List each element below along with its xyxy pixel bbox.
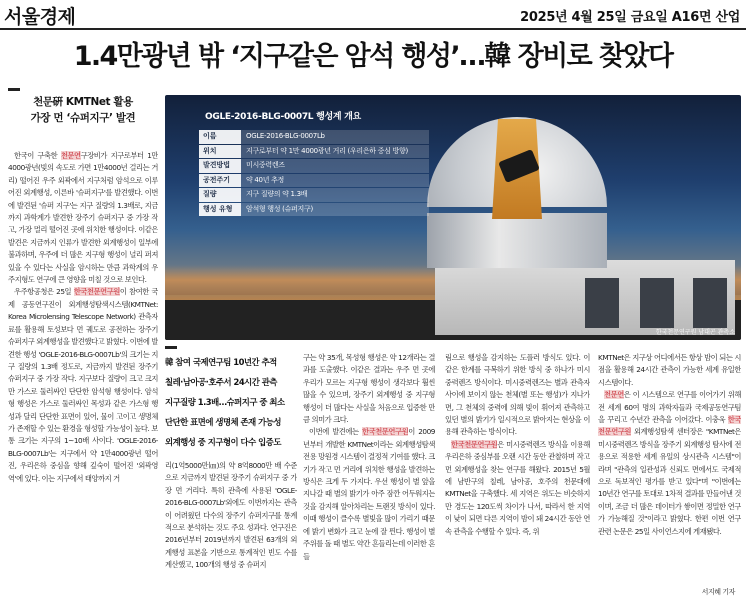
deck-line: 칠레·남아공·호주서 24시간 관측 — [165, 377, 277, 387]
text-run: 이번에 발견에는 — [309, 427, 363, 437]
planet-info-box — [199, 109, 429, 217]
highlighted-term: 한국천문연구원 — [73, 287, 120, 297]
paragraph — [445, 439, 590, 538]
building-door — [640, 278, 674, 328]
text-run: 구장비가 지구로부터 1만4000광년(빛의 속도로 가면 1만4000년 걸리는 거리) 떨어진 우주 외곽에서 지구처럼 암석으로 이루어진 외계행성, 이른바 '슈퍼지구'를 발견했다. 이번에 발견된 '슈퍼 지구'는 지구 질량의 1.3배로, 지금까지 과학계가 발견한 장주기 슈퍼지구 중 가장 작고, 가장 멀리 떨어진 곳에 위치한 행성이다. 이같은 발견은 지금까지 인류가 발견한 외계행성이 일부에 불과하며, 우주에 더 많은 지구형 행성이 널리 퍼져 있을 수 있다는 사실을 암시하는 만큼 과학계의 우주지형도 연구에 큰 영향을 미칠 것으로 보인다. — [8, 151, 158, 285]
subheadline-line-1: 천문硏 KMTNet 활용 — [33, 96, 133, 108]
info-row — [199, 159, 429, 173]
highlighted-term: 천문연 — [60, 151, 81, 160]
text-run: 은 이 시스템으로 연구를 이어가기 위해 전 세계 60여 명의 과학자들과 국제공동연구팀을 꾸리고 수년간 관측을 이어갔다. 이충욱 — [598, 390, 741, 425]
text-run: 은 미시중력렌즈 방식을 이용해 우리은하 중심부를 오랜 시간 동안 관찰하며 작고 먼 외계행성을 찾는 연구를 해왔다. 2015년 5월에 남반구의 칠레, 남아공, 호주의 천문대에 KMTNet을 구축했다. 세 지역은 위도는 비슷하지만 경도는 120도씩 차이가 나서, 따라서 한 지역이 낮이 되면 다른 지역이 밤이 돼 24시간 동안 연속 관측을 수행할 수 있다. 즉, 위 — [445, 439, 590, 536]
text-run: 외계행성탐색 센터장은 "KMTNet은 미시중력렌즈 방식을 장주기 외계행성 탐사에 전용으로 적용한 세계 유일의 상시관측 시스템"이라며 "관측의 일관성과 신뢰도 면에서도 국제적으로 독보적인 평가를 받고 있다"며 "이번에는 10년간 연구를 토대로 1차적 결과를 만들어낸 것이며, 조금 더 많은 데이터가 쌓이면 정밀한 연구가 가능해질 것"이라고 밝혔다. 한편 이번 연구 관련 논문은 25일 사이언스지에 게재됐다. — [598, 427, 741, 536]
info-value: 지구로부터 약 1만 4000광년 거리 (우리은하 중심 방향) — [241, 145, 429, 159]
highlighted-term: 한국천문연구원 — [451, 439, 498, 449]
building-door — [585, 278, 619, 328]
text-run: 이 참여한 국제 공동연구진이 외계행성탐색시스템(KMTNet: Korea Microlensing Telescope Network) 관측자료를 활용해 토성보다 먼 궤도로 공전하는 장주기 슈퍼지구 외계행성을 발견했다고 밝혔다. 이번에 발견한 행성 'OGLE-2016-BLG-0007Lb'의 크기는 지구 질량의 1.3배 정도로, 지금까지 발견된 장주기 슈퍼지구 중 가장 작다. 지구보다 질량이 크고 크지만 가스로 둘러싸인 단단한 암석형 행성이다. 암석형 행성은 가스로 둘러싸인 목성과 같은 가스형 행성과 달리 단단한 표면이 있어, 물이 고이고 생명체가 존재할 수 있는 환경을 형성할 가능성이 높다. 보통 크기는 지구의 1~10배 사이다. 'OGLE-2016-BLG-0007Lb'는 지구에서 약 1만4000광년 떨어진, 우리은하 중심을 향해 깊숙이 떨어진 '외곽영역'에 있다. 이는 지구에서 태양까지 거 — [8, 287, 158, 483]
info-key: 행성 유형 — [199, 203, 241, 217]
headline: 1.4만광년 밖 ‘지구같은 암석 행성’…韓 장비로 찾았다 — [73, 41, 673, 72]
paragraph: KMTNet은 지구상 어디에서든 항상 밤이 되는 시점을 활용해 24시간 관측이 가능한 세계 유일한 시스템이다. — [598, 353, 741, 387]
paragraph — [8, 150, 158, 286]
byline: 서지혜 기자 — [701, 587, 735, 596]
paragraph: 림으로 행성을 감지하는 도플러 방식도 있다. 이같은 한계를 극복하기 위한 방식 중 하나가 미시중력렌즈 방식이다. 미시중력렌즈는 별과 관측자 사이에 보이지 않는 천체(별 또는 행성)가 지나가면, 그 천체의 중력에 의해 빛이 휘어져 관측하고 있던 별의 밝기가 일시적으로 밝아지는 현상을 이용해 관측하는 방식이다. — [445, 353, 590, 437]
info-row — [199, 130, 429, 144]
article-column-3 — [303, 352, 435, 600]
text-run: 우주항공청은 25일 — [14, 287, 74, 297]
deck-line: 단단한 표면에 생명체 존재 가능성 — [165, 417, 281, 427]
article-column-5 — [598, 352, 741, 600]
info-key: 공전주기 — [199, 174, 241, 188]
paragraph — [8, 286, 158, 485]
newspaper-name: 서울경제 — [4, 6, 76, 28]
highlighted-term: 천문연 — [604, 390, 624, 400]
info-value: 암석형 행성 (슈퍼지구) — [241, 203, 429, 217]
article-deck — [165, 352, 297, 452]
text-run: 이 2009년부터 개발한 KMTNet이라는 외계행성탐색 전용 망원경 시스템이 결정적 기여를 했다. 크기가 작고 먼 거리에 위치한 행성을 발견하는 방식은 크게 두 가지다. 우선 행성이 별 앞을 지나갈 때 별의 밝기가 아주 잠깐 어두워지는 것을 감지해 알아차리는 트랜짓 방식이 있다. 이때 행성이 클수록 별빛을 많이 가리기 때문에 밝기 변화가 크고 눈에 잘 띈다. 행성이 별 주위를 돌 때 별도 약간 흔들리는데 이러한 흔들 — [303, 427, 435, 561]
info-row — [199, 188, 429, 202]
info-value: 미시중력렌즈 — [241, 159, 429, 173]
info-key: 발견방법 — [199, 159, 241, 173]
article-column-4 — [445, 352, 590, 600]
info-row — [199, 203, 429, 217]
highlighted-term: 한국천문연구원 — [598, 415, 741, 437]
deck-line: 외계행성 중 지구형이 다수 입증도 — [165, 437, 281, 447]
masthead — [0, 0, 746, 30]
highlighted-term: 한국천문연구원 — [362, 427, 409, 437]
deck-rule — [165, 346, 177, 349]
info-value: 지구 질량의 약 1.3배 — [241, 188, 429, 202]
dome-base — [427, 213, 607, 268]
paragraph: 리(1억5000만㎞)의 약 8억8000만 배 수준으로 지금까지 발견된 장주기 슈퍼지구 중 가장 먼 거리다. 특히 관측에 사용된 'OGLE-2016-BLG-0007Lb'외에도 이번까지는 관측이 어려웠던 다수의 장주기 슈퍼지구를 통계적으로 분석하는 것도 주요 성과다. 연구진은 2016년부터 2019년까지 발견된 63개의 외계행성 표본을 기반으로 통계적인 빈도 수를 계산했고, 100개의 행성 중 슈퍼지 — [165, 461, 297, 570]
paragraph — [598, 389, 741, 538]
photo-credit: 한국천문연구원 남대곤 관측소 — [655, 329, 735, 336]
article-column-2 — [165, 460, 297, 600]
deck-line: 韓 참여 국제연구팀 10년간 추적 — [165, 357, 277, 367]
info-value: OGLE-2016-BLG-0007Lb — [241, 130, 429, 144]
info-value: 약 40년 추정 — [241, 174, 429, 188]
observatory-photo — [165, 95, 741, 340]
subheadline — [8, 94, 158, 126]
info-row — [199, 174, 429, 188]
paragraph — [303, 426, 435, 562]
deck-line: 지구질량 1.3배…슈퍼지구 중 최소 — [165, 397, 285, 407]
info-key: 질량 — [199, 188, 241, 202]
subheadline-line-2: 가장 먼 ‘슈퍼지구’ 발견 — [30, 112, 136, 124]
paragraph: 구는 약 35개, 목성형 행성은 약 12개라는 결과를 도출했다. 이같은 결과는 우주 먼 곳에 우리가 모르는 지구형 행성이 생각보다 훨씬 많을 수 있으며, 장주기 외계행성 중 지구형 행성이 더 많다는 사실을 처음으로 입증한 만큼 의미가 크다. — [303, 353, 435, 425]
building-door — [693, 278, 727, 328]
observatory-building — [435, 260, 735, 335]
info-row — [199, 145, 429, 159]
info-key: 이름 — [199, 130, 241, 144]
text-run: 한국이 구축한 — [14, 151, 61, 160]
info-key: 위치 — [199, 145, 241, 159]
info-box-title: OGLE-2016-BLG-0007L 행성계 개요 — [205, 112, 361, 122]
article-column-1 — [8, 150, 158, 600]
dateline: 2025년 4월 25일 금요일 A16면 산업 — [520, 10, 740, 25]
